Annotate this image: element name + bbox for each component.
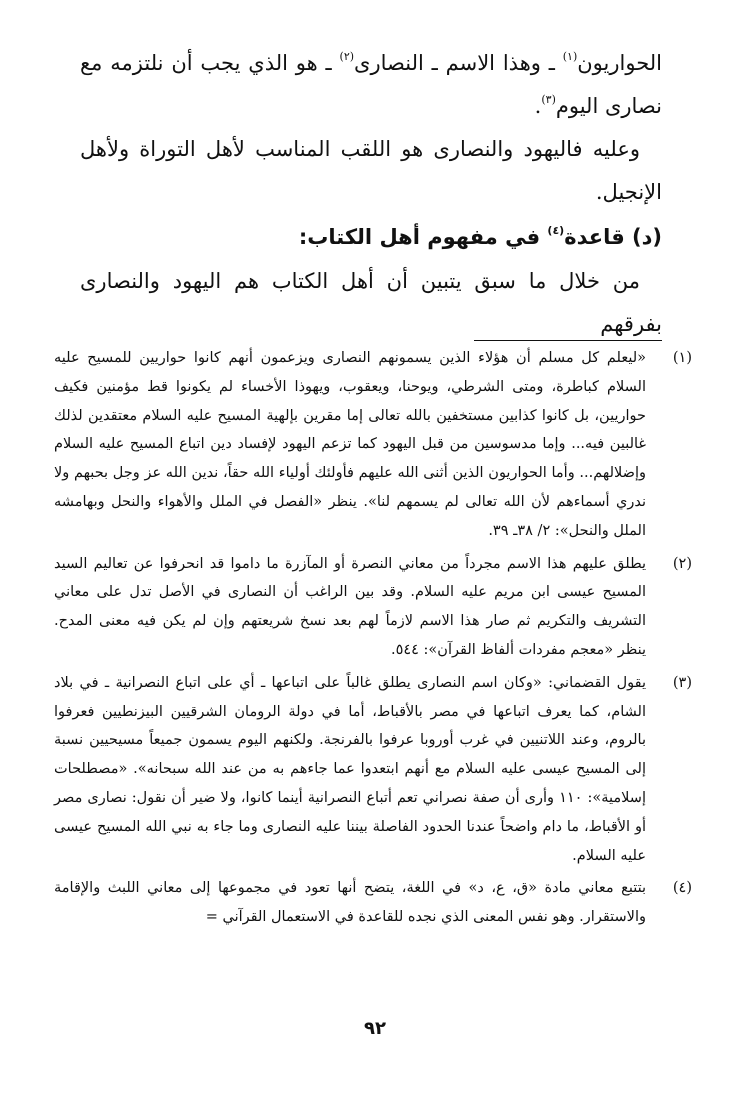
page-number: ٩٢: [364, 1018, 386, 1039]
footnote-text: يطلق عليهم هذا الاسم مجرداً من معاني النصرة أو المآزرة ما داموا قد انحرفوا عن تعاليم السيد المسيح عيسى ابن مريم عليه السلام. وقد بين الراغب أن النصارى في الأصل تدل على معاني التشريف والتكريم ثم صار هذا الاسم لازماً لهم بعد نسخ شريعتهم وإن لم يكن فيه معنى المدح. ينظر «معجم مفردات ألفاظ القرآن»: ٥٤٤.: [54, 555, 646, 658]
heading-text: في مفهوم أهل الكتاب:: [298, 225, 548, 249]
footnote-2: [54, 550, 696, 665]
footnote-1: [54, 344, 696, 546]
text-run: الحواريون: [577, 51, 662, 75]
footnote-number: (٢): [672, 555, 692, 572]
paragraph-1: [80, 42, 662, 128]
text-run: ـ وهذا الاسم ـ النصارى: [354, 51, 563, 75]
footnote-text: «ليعلم كل مسلم أن هؤلاء الذين يسمونهم النصارى ويزعمون أنهم كانوا حواريين للمسيح عليه السلام كباطرة، ومتى الشرطي، ويوحنا، ويعقوب، ويهوذا الأخساء لم يكونوا قط مؤمنين فكيف حواريين، بل كانوا كذابين مستخفين بالله تعالى إما مقرين بإلهية المسيح عليه السلام معتقدين لذلك غالبين فيه... وإما مدسوسين من قبل اليهود كما تزعم اليهود لإفساد دين اتباع المسيح عليه السلام وإضلالهم... وأما الحواريون الذين أثنى الله عليهم فأولئك أولياء الله حقاً، ندين الله عز وجل بحبهم ولا ندري أسماءهم لأن الله تعالى لم يسمهم لنا». ينظر «الفصل في الملل والأهواء والنحل وبهامشه الملل والنحل»: ٢/ ٣٨ـ ٣٩.: [54, 350, 646, 539]
text-run: .: [534, 94, 542, 118]
footnote-3: [54, 669, 696, 871]
heading-text: (د) قاعدة: [564, 225, 662, 249]
footnote-number: (٣): [672, 674, 692, 691]
footnote-separator: [474, 340, 662, 341]
footnote-ref-4[interactable]: (٤): [547, 224, 565, 237]
footnote-number: (٤): [672, 880, 692, 897]
paragraph-3: من خلال ما سبق يتبين أن أهل الكتاب هم اليهود والنصارى بفرقهم: [80, 269, 662, 336]
footnote-ref-2[interactable]: (٢): [339, 50, 355, 63]
footnote-text: يقول القضماني: «وكان اسم النصارى يطلق غالباً على اتباعها ـ أي على اتباع النصرانية ـ في بلاد الشام، كما يعرف اتباعها في مصر بالأقباط، أما في دولة الرومان الشرقيين البيزنطيين فعرفوا بالروم، وعند اللاتنيين في غرب أوروبا عرفوا بالفرنجة. ولكنهم اليوم يسمون جميعاً مسيحيين نسبة إلى المسيح عيسى عليه السلام مع أنهم ابتعدوا عما جاءهم به من عند الله سبحانه». «مصطلحات إسلامية»: ١١٠ وأرى أن صفة نصراني تعم أتباع النصرانية أينما كانوا، ولا ضير أن نقول: نصارى مصر أو الأقباط، ما دام واضحاً عندنا الحدود الفاصلة بيننا عليه النصارى وما جاء به نبي الله المسيح عيسى عليه السلام.: [54, 674, 646, 864]
text-run: ـ هو الذي يجب أن نلتزمه مع نصارى اليوم: [80, 51, 662, 118]
footnote-number: (١): [672, 350, 692, 366]
paragraph-2: وعليه فاليهود والنصارى هو اللقب المناسب لأهل التوراة ولأهل الإنجيل.: [80, 137, 662, 204]
footnote-ref-3[interactable]: (٣): [541, 93, 556, 106]
footnote-ref-1[interactable]: (١): [562, 50, 578, 63]
footnote-text: بتتبع معاني مادة «ق، ع، د» في اللغة، يتضح أنها تعود في مجموعها إلى معاني اللبث والإقامة والاستقرار. وهو نفس المعنى الذي نجده للقاعدة في الاستعمال القرآني =: [54, 880, 646, 926]
footnotes: [54, 344, 696, 936]
section-heading: [80, 214, 662, 260]
main-text: [80, 42, 662, 346]
footnote-4: [54, 874, 696, 932]
